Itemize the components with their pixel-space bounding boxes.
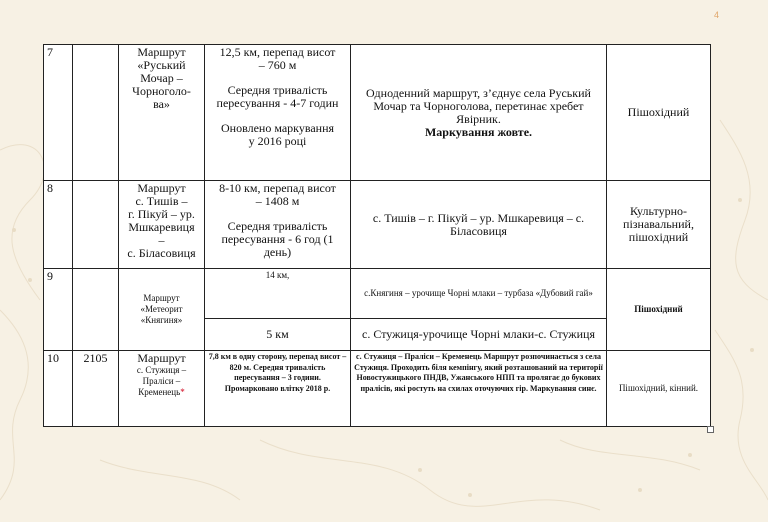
route-name: Маршрут «Руський Мочар – Чорноголо- ва» (119, 45, 205, 181)
routes-table (43, 44, 711, 427)
route-description: с. Тишів – г. Пікуй – ур. Мшкаревиця – с. Біласовиця (351, 181, 607, 269)
route-marking: Маркування синє. (529, 383, 597, 393)
route-parameters: 8-10 км, перепад висот – 1408 м Середня тривалість пересування - 6 год (1 день) (205, 181, 351, 269)
row-number: 8 (44, 181, 73, 269)
route-description: Одноденний маршрут, з’єднує села Руський Мочар та Чорноголова, перетинає хребет Явірник. Маркування жовте. (351, 45, 607, 181)
route-parameters: 14 км, (205, 269, 351, 319)
route-description: с. Стужиця – Праліси – Кременець Маршрут розпочинається з села Стужиця. Проходить біля кемпінгу, який розташований на території Новостужицького ПНДВ, Ужанського НПП та пролягає до букових пралісів, які ростуть на схилах оточуючих гір. Маркування синє. (351, 351, 607, 427)
route-name: Маршрут «Метеорит «Княгиня» (119, 269, 205, 351)
route-parameters: 12,5 км, перепад висот – 760 м Середня тривалість пересування - 4-7 годин Оновлено маркування у 2016 році (205, 45, 351, 181)
corner-marker (707, 426, 714, 433)
route-type: Пішохідний (607, 269, 711, 351)
route-code (73, 269, 119, 351)
asterisk-mark: * (180, 387, 185, 397)
route-parameters: 5 км (205, 319, 351, 351)
route-parameters: 7,8 км в одну сторону, перепад висот – 820 м. Середня тривалість пересування – 3 години. Промарковано влітку 2018 р. (205, 351, 351, 427)
row-number: 9 (44, 269, 73, 351)
route-code: 2105 (73, 351, 119, 427)
route-name: Маршрут с. Тишів – г. Пікуй – ур. Мшкаревиця – с. Біласовиця (119, 181, 205, 269)
route-description: с.Княгиня – урочище Чорні млаки – турбаза «Дубовий гай» (351, 269, 607, 319)
table-row (44, 45, 711, 181)
table-row (44, 181, 711, 269)
table-row (44, 269, 711, 319)
route-code (73, 45, 119, 181)
route-type: Пішохідний, кінний. (607, 351, 711, 427)
row-number: 7 (44, 45, 73, 181)
route-code (73, 181, 119, 269)
route-description: с. Стужиця-урочище Чорні млаки-с. Стужиця (351, 319, 607, 351)
page-number: 4 (714, 10, 720, 20)
table-row (44, 351, 711, 427)
route-type: Культурно-пізнавальний, пішохідний (607, 181, 711, 269)
route-marking: Маркування жовте. (424, 124, 533, 139)
row-number: 10 (44, 351, 73, 427)
route-name: Маршрут с. Стужиця – Праліси – Кременець* (119, 351, 205, 427)
route-type: Пішохідний (607, 45, 711, 181)
